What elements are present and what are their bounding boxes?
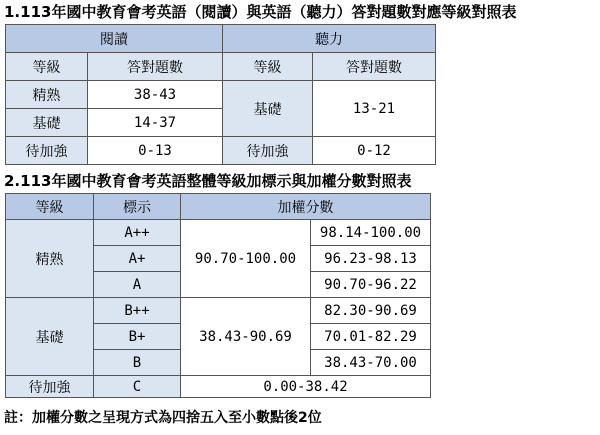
- mark-header: 標示: [94, 194, 181, 220]
- listening-level-cell: 待加強: [223, 137, 313, 165]
- weighted-score-table: [5, 193, 431, 398]
- mark-cell: A: [94, 272, 181, 298]
- reading-level-header: 等級: [6, 53, 88, 81]
- reading-level-cell: 基礎: [6, 109, 88, 137]
- listening-correct-header: 答對題數: [313, 53, 436, 81]
- score-cell: 38.43-70.00: [311, 350, 431, 376]
- reading-correct-header: 答對題數: [88, 53, 223, 81]
- score-cell: 98.14-100.00: [311, 220, 431, 246]
- level-header: 等級: [6, 194, 94, 220]
- range-cell: 0.00-38.42: [181, 376, 431, 398]
- listening-correct-cell: 13-21: [313, 81, 436, 137]
- level-cell: 待加強: [6, 376, 94, 398]
- reading-level-cell: 精熟: [6, 81, 88, 109]
- range-cell: 90.70-100.00: [181, 220, 311, 298]
- mark-cell: B++: [94, 298, 181, 324]
- mark-cell: A+: [94, 246, 181, 272]
- table2-title: 2.113年國中教育會考英語整體等級加標示與加權分數對照表: [4, 172, 412, 190]
- reading-group-header: 閱讀: [6, 25, 223, 53]
- listening-level-header: 等級: [223, 53, 313, 81]
- table1-title: 1.113年國中教育會考英語（閱讀）與英語（聽力）答對題數對應等級對照表: [4, 3, 517, 21]
- score-cell: 96.23-98.13: [311, 246, 431, 272]
- score-header: 加權分數: [181, 194, 431, 220]
- listening-correct-cell: 0-12: [313, 137, 436, 165]
- level-cell: 基礎: [6, 298, 94, 376]
- level-cell: 精熟: [6, 220, 94, 298]
- score-cell: 70.01-82.29: [311, 324, 431, 350]
- score-cell: 82.30-90.69: [311, 298, 431, 324]
- score-cell: 90.70-96.22: [311, 272, 431, 298]
- reading-correct-cell: 38-43: [88, 81, 223, 109]
- reading-correct-cell: 14-37: [88, 109, 223, 137]
- mark-cell: B+: [94, 324, 181, 350]
- range-cell: 38.43-90.69: [181, 298, 311, 376]
- mark-cell: C: [94, 376, 181, 398]
- reading-level-cell: 待加強: [6, 137, 88, 165]
- mark-cell: A++: [94, 220, 181, 246]
- mark-cell: B: [94, 350, 181, 376]
- reading-listening-table: [5, 24, 436, 165]
- footnote: 註：加權分數之呈現方式為四捨五入至小數點後2位: [4, 410, 322, 426]
- listening-level-cell: 基礎: [223, 81, 313, 137]
- listening-group-header: 聽力: [223, 25, 436, 53]
- reading-correct-cell: 0-13: [88, 137, 223, 165]
